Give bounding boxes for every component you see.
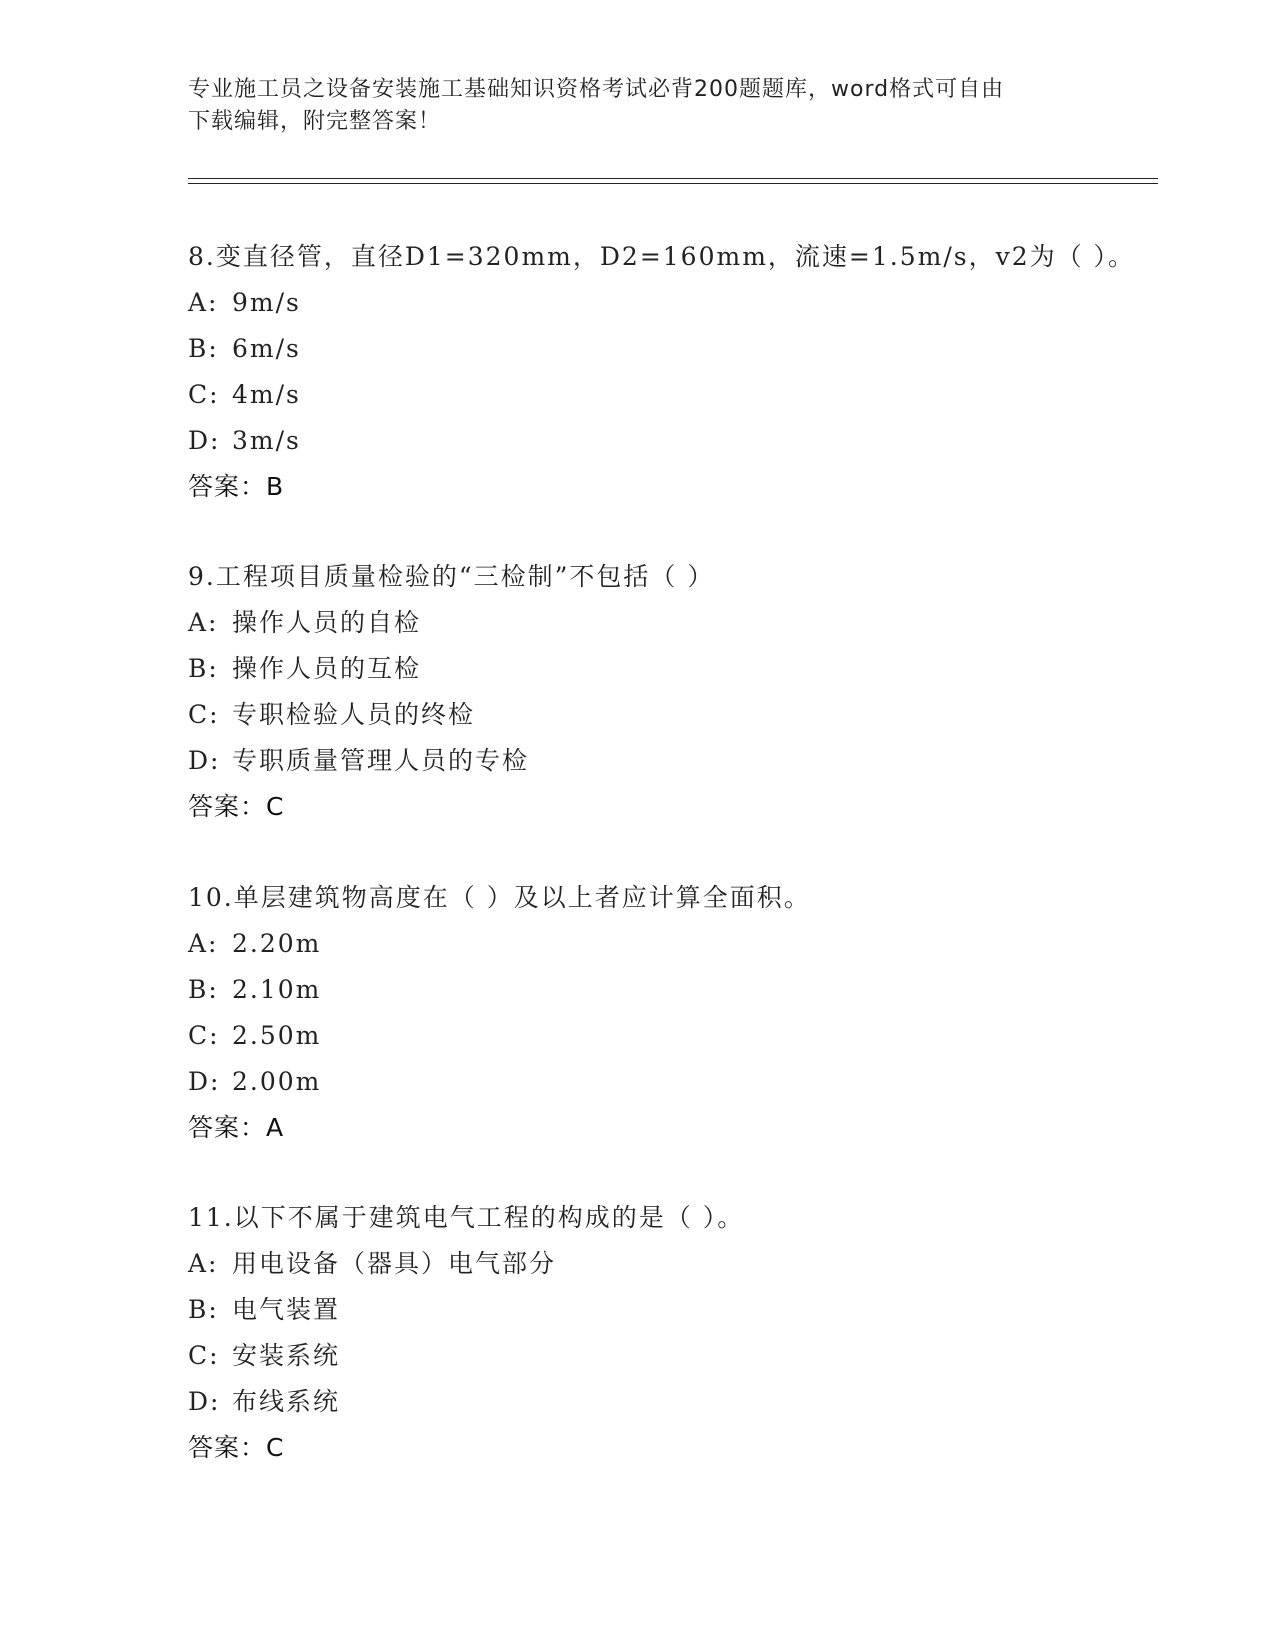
option-c [188, 1333, 1188, 1379]
option-b [188, 1287, 1188, 1333]
option-letter: A: [188, 288, 219, 317]
question-8 [188, 234, 1188, 510]
option-d [188, 738, 1188, 784]
option-text: 2.10m [232, 975, 322, 1004]
question-stem: 10.单层建筑物高度在（ ）及以上者应计算全面积。 [188, 883, 811, 912]
option-text: 4m/s [232, 380, 301, 409]
option-letter: D: [188, 746, 221, 775]
option-c [188, 1013, 1188, 1059]
option-letter: B: [188, 975, 219, 1004]
option-b [188, 326, 1188, 372]
option-text: 操作人员的互检 [232, 654, 422, 683]
option-text: 操作人员的自检 [232, 608, 422, 637]
option-b [188, 646, 1188, 692]
option-a [188, 280, 1188, 326]
option-letter: C: [188, 380, 220, 409]
option-d [188, 1379, 1188, 1425]
option-letter: D: [188, 1067, 221, 1096]
option-text: 专职质量管理人员的专检 [232, 746, 530, 775]
header-line-1: 专业施工员之设备安装施工基础知识资格考试必背200题题库，word格式可自由 [188, 77, 1005, 102]
option-a [188, 921, 1188, 967]
option-letter: A: [188, 1249, 219, 1278]
option-text: 专职检验人员的终检 [232, 700, 476, 729]
answer-line: 答案：A [188, 1113, 285, 1142]
option-letter: D: [188, 1387, 221, 1416]
option-letter: B: [188, 334, 219, 363]
option-text: 电气装置 [232, 1295, 341, 1324]
option-letter: A: [188, 608, 219, 637]
option-text: 2.00m [232, 1067, 322, 1096]
option-a [188, 1241, 1188, 1287]
option-a [188, 600, 1188, 646]
option-text: 6m/s [232, 334, 301, 363]
option-letter: C: [188, 1341, 220, 1370]
option-letter: C: [188, 1021, 220, 1050]
option-text: 2.20m [232, 929, 322, 958]
option-c [188, 372, 1188, 418]
document-header [188, 74, 1088, 138]
option-text: 2.50m [232, 1021, 322, 1050]
option-b [188, 967, 1188, 1013]
option-d [188, 418, 1188, 464]
option-text: 安装系统 [232, 1341, 341, 1370]
question-11 [188, 1195, 1188, 1471]
answer-line: 答案：C [188, 792, 285, 821]
option-text: 用电设备（器具）电气部分 [232, 1249, 557, 1278]
option-text: 布线系统 [232, 1387, 341, 1416]
option-text: 9m/s [232, 288, 301, 317]
question-stem: 8.变直径管，直径D1=320mm，D2=160mm，流速=1.5m/s，v2为（ ）。 [188, 242, 1136, 271]
answer-line: 答案：C [188, 1433, 285, 1462]
option-text: 3m/s [232, 426, 301, 455]
option-c [188, 692, 1188, 738]
question-9 [188, 554, 1188, 830]
answer-line: 答案：B [188, 472, 285, 501]
header-divider-bottom [188, 183, 1158, 184]
question-stem: 11.以下不属于建筑电气工程的构成的是（ ）。 [188, 1203, 745, 1232]
question-10 [188, 875, 1188, 1151]
option-letter: D: [188, 426, 221, 455]
option-letter: C: [188, 700, 220, 729]
option-d [188, 1059, 1188, 1105]
header-line-2: 下载编辑，附完整答案！ [188, 109, 442, 134]
header-divider-top [188, 178, 1158, 179]
option-letter: B: [188, 1295, 219, 1324]
option-letter: A: [188, 929, 219, 958]
option-letter: B: [188, 654, 219, 683]
question-stem: 9.工程项目质量检验的“三检制”不包括（ ） [188, 562, 715, 591]
